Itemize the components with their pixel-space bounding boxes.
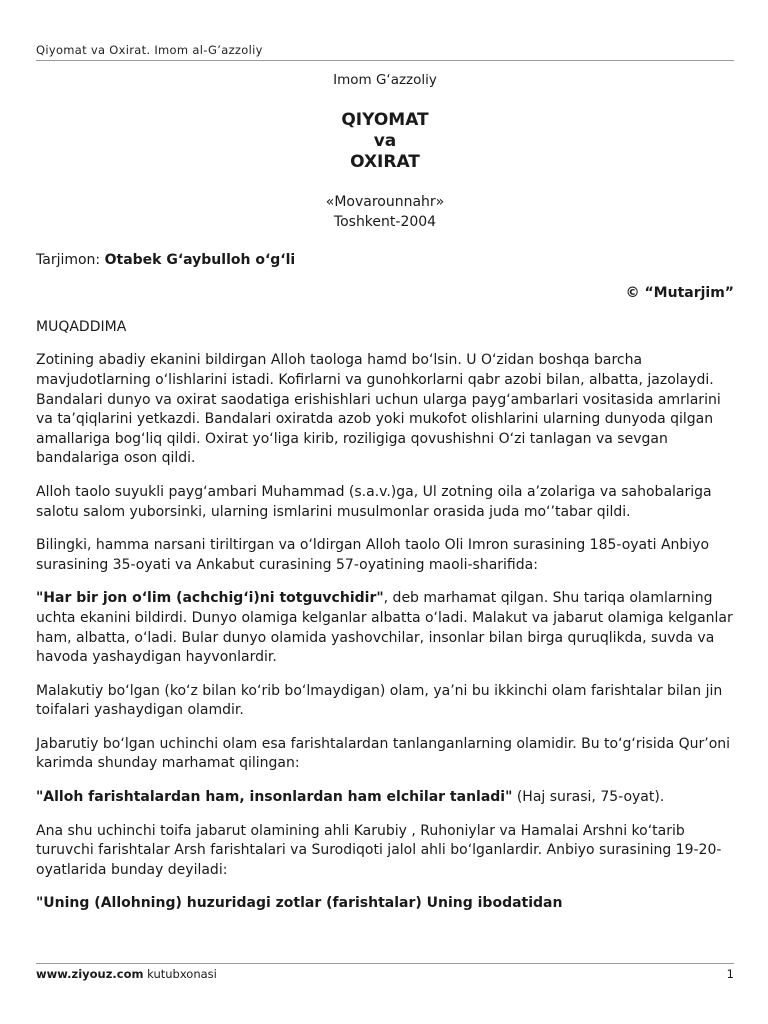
book-title-line-2: va — [373, 130, 397, 151]
paragraph-text: (Haj surasi, 75-oyat). — [512, 789, 665, 806]
paragraph: Zotining abadiy ekanini bildirgan Alloh taologa hamd bo‘lsin. U O‘zidan boshqa barcha mavjudotlarning o‘lishlarini istadi. Kofirlarni va gunohkorlarni qabr azobi bilan, albatta, jazolaydi. Bandalari dunyo va oxirat saodatiga erishishlari uchun ularga payg‘ambarlari vositasida amrlarini va ta’qiqlarini yetkazdi. Bandalari oxiratda azob yoki mukofot olishlarini ularning dunyoda qilgan amallariga bog‘liq qildi. Oxirat yo‘liga kirib, roziligiga qovushishni O‘zi tanlagan va sevgan bandalariga oson qildi. — [36, 352, 721, 467]
footer-source — [36, 967, 217, 981]
paragraph-with-quote — [36, 894, 734, 914]
running-title: Qiyomat va Oxirat. Imom al-G’azzoliy — [36, 43, 263, 57]
paragraph-with-quote — [36, 589, 734, 667]
paragraph-with-quote — [36, 788, 734, 808]
paragraph: Ana shu uchinchi toifa jabarut olamining ahli Karubiy , Ruhoniylar va Hamalai Arshni ko‘tarib turuvchi farishtalar Arsh farishtalari va Surodiqoti jalol ahli bo‘lganlardir. Anbiyo surasining 19-20-oyatlarida bunday deyiladi: — [36, 822, 722, 878]
footer-site-suffix: kutubxonasi — [143, 967, 217, 981]
book-author: Imom G‘azzoliy — [333, 72, 437, 88]
paragraph: Bilingki, hamma narsani tiriltirgan va o‘ldirgan Alloh taolo Oli Imron surasining 185-oyati Anbiyo surasining 35-oyati va Ankabut curasining 57-oyatining maoli-sharifida: — [36, 537, 710, 573]
section-heading: MUQADDIMA — [36, 318, 127, 335]
book-title-line-1: QIYOMAT — [341, 109, 429, 130]
paragraph: Jabarutiy bo‘lgan uchinchi olam esa farishtalardan tanlanganlarning olamidir. Bu to‘g‘risida Qur’oni karimda shunday marhamat qilingan: — [36, 735, 731, 772]
page-content — [36, 71, 734, 914]
quote-text: "Alloh farishtalardan ham, insonlardan ham elchilar tanladi" — [36, 789, 513, 806]
paragraph-text: , deb marhamat qilgan. Shu tariqa olamlarning uchta ekanini bildirdi. Dunyo olamiga kelganlar albatta o‘ladi. Malakut va jabarut olamiga kelganlar ham, albatta, o‘ladi. Bular dunyo olamida yashovchilar, insonlar bilan birga quruqlikda, suvda va havoda yashaydigan hayvonlardir. — [36, 590, 733, 666]
translator-label: Tarjimon: — [36, 251, 105, 268]
publisher-name: «Movarounnahr» — [325, 193, 445, 210]
paragraph: Malakutiy bo‘lgan (ko‘z bilan ko‘rib bo‘lmaydigan) olam, ya’ni bu ikkinchi olam farishtalar bilan jin toifalari yashaydigan olamdir. — [36, 682, 723, 719]
publisher-block — [36, 192, 734, 232]
translator-name: Otabek G‘aybulloh o‘g‘li — [104, 251, 296, 268]
footer-site-link[interactable]: www.ziyouz.com — [36, 967, 144, 981]
quote-text: "Har bir jon o‘lim (achchig‘i)ni totguvchidir" — [36, 590, 384, 607]
book-title-line-3: OXIRAT — [350, 151, 420, 172]
copyright-notice: © “Mutarjim” — [625, 285, 734, 302]
running-header — [36, 43, 734, 61]
page-footer — [36, 963, 734, 981]
quote-text: "Uning (Allohning) huzuridagi zotlar (farishtalar) Uning ibodatidan — [36, 895, 563, 912]
publication-place-year: Toshkent-2004 — [333, 213, 437, 230]
page-number: 1 — [726, 967, 734, 981]
paragraph: Alloh taolo suyukli payg‘ambari Muhammad (s.a.v.)ga, Ul zotning oila a’zolariga va sahobalariga salotu salom yuborsinki, ularning ismlarini musulmonlar orasida juda mo‘’tabar qildi. — [36, 483, 712, 520]
translator-line — [36, 251, 734, 271]
